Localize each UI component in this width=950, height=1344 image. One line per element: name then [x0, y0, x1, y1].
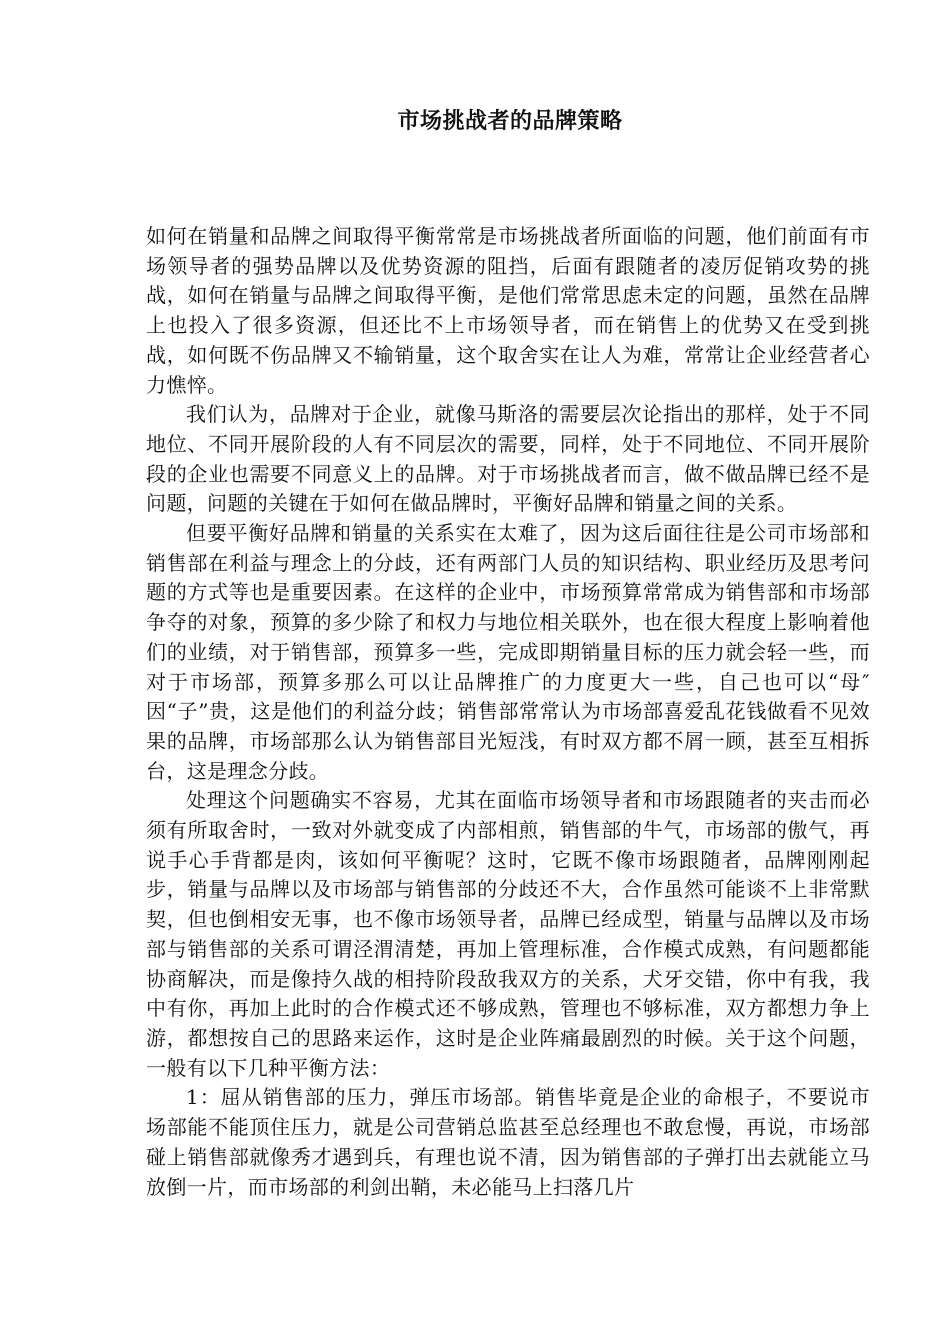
paragraph-4: 处理这个问题确实不容易，尤其在面临市场领导者和市场跟随者的夹击而必须有所取舍时，一致对外就变成了内部相煎，销售部的牛气，市场部的傲气，再说手心手背都是肉，该如何平衡呢？这时，它既不像市场跟随者，品牌刚刚起步，销量与品牌以及市场部与销售部的分歧还不大，合作虽然可能谈不上非常默契，但也倒相安无事，也不像市场领导者，品牌已经成型，销量与品牌以及市场部与销售部的关系可谓泾渭清楚，再加上管理标准，合作模式成熟，有问题都能协商解决，而是像持久战的相持阶段敌我双方的关系，犬牙交错，你中有我，我中有你，再加上此时的合作模式还不够成熟，管理也不够标准，双方都想力争上游，都想按自己的思路来运作，这时是企业阵痛最剧烈的时候。关于这个问题，一般有以下几种平衡方法： — [146, 788, 870, 1080]
paragraph-2: 我们认为，品牌对于企业，就像马斯洛的需要层次论指出的那样，处于不同地位、不同开展阶段的人有不同层次的需要，同样，处于不同地位、不同开展阶段的企业也需要不同意义上的品牌。对于市场挑战者而言，做不做品牌已经不是问题，问题的关键在于如何在做品牌时，平衡好品牌和销量之间的关系。 — [146, 402, 870, 516]
paragraph-1: 如何在销量和品牌之间取得平衡常常是市场挑战者所面临的问题，他们前面有市场领导者的强势品牌以及优势资源的阻挡，后面有跟随者的凌厉促销攻势的挑战，如何在销量与品牌之间取得平衡，是他们常常思虑未定的问题，虽然在品牌上也投入了很多资源，但还比不上市场领导者，而在销售上的优势又在受到挑战，如何既不伤品牌又不输销量，这个取舍实在让人为难，常常让企业经营者心力憔悴。 — [146, 224, 870, 397]
paragraph-5: 1：屈从销售部的压力，弹压市场部。销售毕竟是企业的命根子，不要说市场部能不能顶住压力，就是公司营销总监甚至总经理也不敢怠慢，再说，市场部碰上销售部就像秀才遇到兵，有理也说不清，因为销售部的子弹打出去就能立马放倒一片，而市场部的利剑出鞘，未必能马上扫落几片 — [146, 1085, 870, 1199]
paragraph-3: 但要平衡好品牌和销量的关系实在太难了，因为这后面往往是公司市场部和销售部在利益与理念上的分歧，还有两部门人员的知识结构、职业经历及思考问题的方式等也是重要因素。在这样的企业中，市场预算常常成为销售部和市场部争夺的对象，预算的多少除了和权力与地位相关联外，也在很大程度上影响着他们的业绩，对于销售部，预算多一些，完成即期销量目标的压力就会轻一些，而对于市场部，预算多那么可以让品牌推广的力度更大一些，自己也可以“母″因“子”贵，这是他们的利益分歧；销售部常常认为市场部喜爱乱花钱做看不见效果的品牌，市场部那么认为销售部目光短浅，有时双方都不屑一顾，甚至互相拆台，这是理念分歧。 — [146, 521, 870, 783]
document-body — [146, 222, 870, 1202]
document-title: 市场挑战者的品牌策略 — [397, 108, 623, 134]
